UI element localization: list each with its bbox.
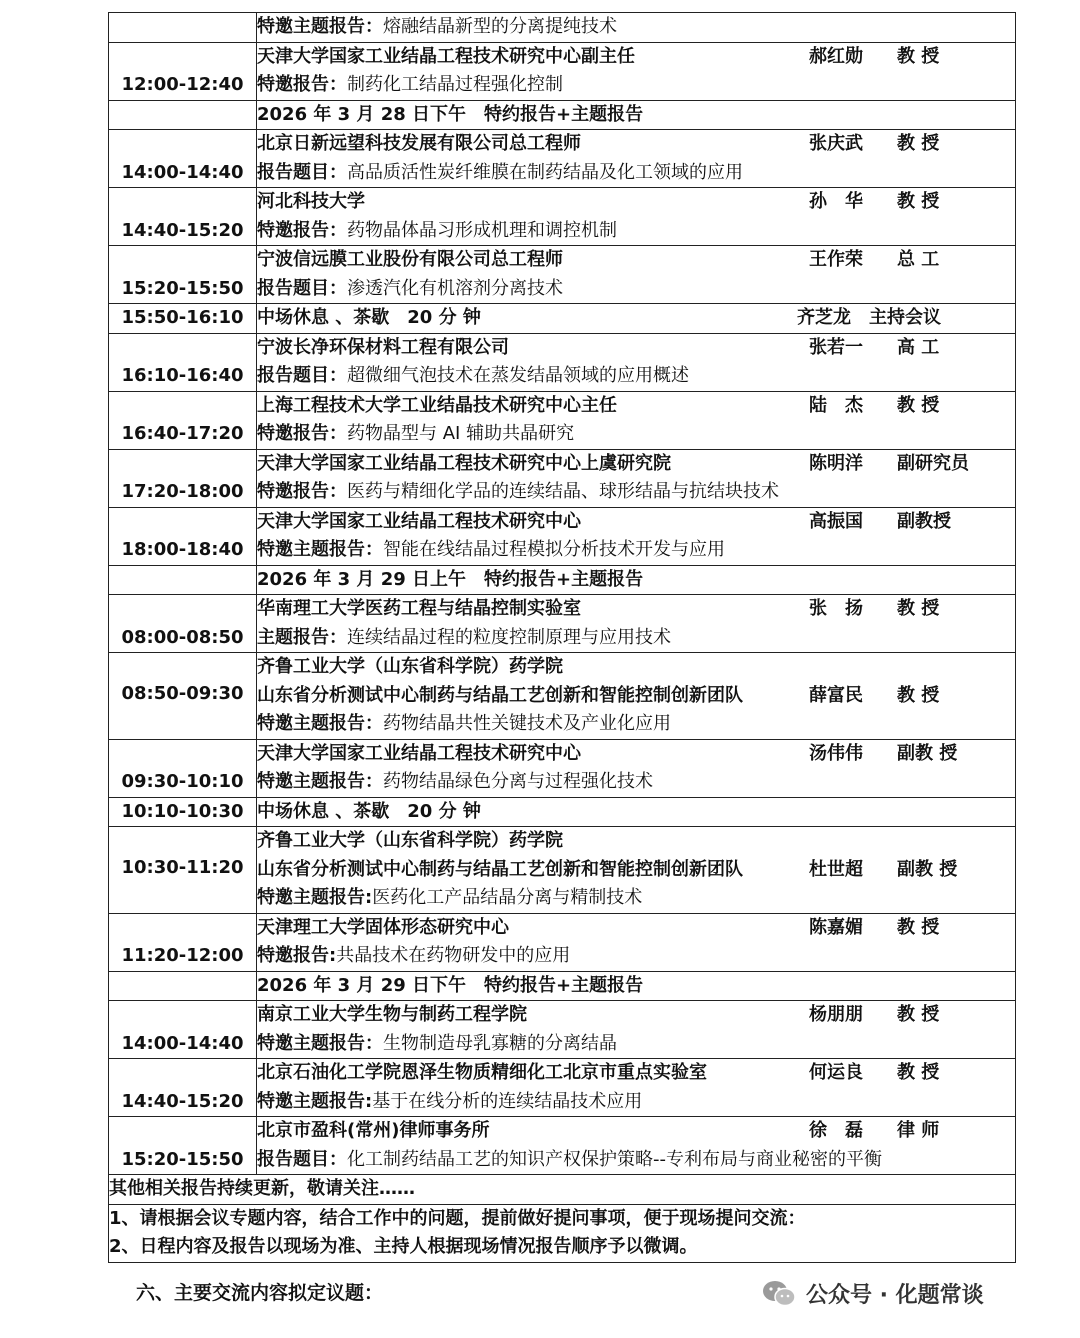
topic-line (257, 478, 1015, 507)
report-topic: 共晶技术在药物研发中的应用 (336, 945, 571, 966)
topic-line (257, 1146, 1015, 1175)
session-row (109, 653, 1016, 740)
speaker-name: 杨朋朋 (809, 1004, 863, 1025)
speaker-title: 高 工 (897, 336, 940, 358)
org-name: 南京工业大学生物与制药工程学院 (257, 1004, 527, 1025)
time-cell: 14:40-15:20 (109, 1059, 257, 1117)
session-cell (257, 827, 1016, 914)
time-cell: 10:10-10:30 (109, 797, 257, 827)
speaker-title: 教 授 (897, 133, 940, 154)
session-row (109, 1059, 1016, 1117)
org-name: 齐鲁工业大学（山东省科学院）药学院 (257, 656, 563, 677)
session-row (109, 333, 1016, 391)
break-text: 中场休息 、茶歇 20 分 钟 (257, 800, 481, 822)
time-cell (109, 100, 257, 130)
watermark (762, 1278, 984, 1309)
org-line (257, 827, 1015, 856)
speaker-title: 副研究员 (897, 452, 969, 474)
org-line (257, 653, 1015, 682)
org-line (257, 914, 1015, 943)
org-line (257, 246, 1015, 275)
org-line (257, 450, 1015, 479)
org-name: 华南理工大学医药工程与结晶控制实验室 (257, 598, 581, 619)
break-cell (257, 304, 1016, 334)
report-kind: 特邀报告： (257, 74, 347, 95)
speaker-title: 副教授 (897, 510, 951, 532)
session-row (109, 595, 1016, 653)
topic-line (257, 942, 1015, 971)
report-kind: 特邀报告： (257, 423, 347, 444)
speaker-name: 郝红勋 (809, 45, 863, 67)
org-name: 北京日新远望科技发展有限公司总工程师 (257, 133, 581, 154)
report-topic: 连续结晶过程的粒度控制原理与应用技术 (347, 626, 671, 648)
time-cell: 18:00-18:40 (109, 507, 257, 565)
report-kind: 特邀主题报告: (257, 887, 373, 908)
time-cell: 10:30-11:20 (109, 827, 257, 914)
session-cell (257, 595, 1016, 653)
org-name-2: 山东省分析测试中心制药与结晶工艺创新和智能控制创新团队 (257, 684, 743, 706)
report-kind: 特邀报告： (257, 219, 347, 241)
time-cell: 15:20-15:50 (109, 246, 257, 304)
report-topic: 基于在线分析的连续结晶技术应用 (372, 1090, 643, 1112)
report-kind: 特邀主题报告： (257, 539, 383, 560)
speaker-title: 教 授 (897, 1004, 940, 1025)
session-cell (257, 653, 1016, 740)
report-topic: 熔融结晶新型的分离提纯技术 (383, 16, 617, 37)
org-line (257, 188, 1015, 217)
org-name: 天津大学国家工业结晶工程技术研究中心上虞研究院 (257, 452, 671, 474)
session-row (109, 827, 1016, 914)
report-topic: 医药化工产品结晶分离与精制技术 (372, 887, 643, 908)
session-cell (257, 507, 1016, 565)
topic-line (257, 275, 1015, 304)
topic-line (257, 884, 1015, 913)
speaker-name: 何运良 (809, 1062, 863, 1083)
org-line (257, 1059, 1015, 1088)
time-cell: 15:20-15:50 (109, 1117, 257, 1175)
report-kind: 报告题目： (257, 161, 347, 183)
org-name: 河北科技大学 (257, 191, 365, 212)
speaker-title: 律 师 (897, 1120, 940, 1141)
report-kind: 特邀主题报告： (257, 1032, 383, 1054)
topic-line (257, 420, 1015, 449)
report-kind: 特邀主题报告： (257, 16, 383, 37)
host-text: 齐芝龙 主持会议 (797, 307, 941, 328)
date-header-row (109, 565, 1016, 595)
time-cell (109, 971, 257, 1001)
time-cell (109, 13, 257, 43)
org-name: 天津大学国家工业结晶工程技术研究中心 (257, 510, 581, 532)
topic-line (257, 1030, 1015, 1059)
topic-line (257, 1088, 1015, 1117)
watermark-text: 公众号 · 化题常谈 (806, 1283, 984, 1308)
topic-line (257, 217, 1015, 246)
time-cell: 09:30-10:10 (109, 739, 257, 797)
report-kind: 特邀报告： (257, 481, 347, 502)
session-row (109, 188, 1016, 246)
speaker-title: 教 授 (897, 684, 940, 706)
time-cell: 16:10-16:40 (109, 333, 257, 391)
note-1: 1、请根据会议专题内容，结合工作中的问题，提前做好提问事项，便于现场提问交流： (109, 1207, 806, 1229)
org-name: 宁波长净环保材料工程有限公司 (257, 336, 509, 358)
session-cell (257, 333, 1016, 391)
topic-line (257, 536, 1015, 565)
report-kind: 报告题目： (257, 365, 347, 386)
speaker-name: 陈明洋 (809, 452, 863, 474)
report-kind: 主题报告： (257, 626, 347, 648)
speaker-title: 副教 授 (897, 858, 958, 880)
time-cell: 15:50-16:10 (109, 304, 257, 334)
speaker-name: 王作荣 (809, 249, 863, 270)
org-line (257, 43, 1015, 72)
speaker-name: 张若一 (809, 336, 863, 358)
update-cell (109, 1175, 1016, 1205)
time-cell: 08:00-08:50 (109, 595, 257, 653)
org-name: 上海工程技术大学工业结晶技术研究中心主任 (257, 394, 617, 416)
speaker-name: 汤伟伟 (809, 742, 863, 764)
report-topic: 生物制造母乳寡糖的分离结晶 (383, 1032, 617, 1054)
session-row (109, 1117, 1016, 1175)
break-row (109, 304, 1016, 334)
speaker-name: 孙 华 (809, 191, 863, 212)
update-text: 其他相关报告持续更新，敬请关注…… (109, 1178, 415, 1199)
date-header-row (109, 971, 1016, 1001)
report-kind: 特邀主题报告: (257, 1090, 373, 1112)
report-topic: 渗透汽化有机溶剂分离技术 (347, 277, 563, 299)
report-topic: 药物结晶绿色分离与过程强化技术 (383, 771, 653, 792)
session-row (109, 913, 1016, 971)
session-row (109, 246, 1016, 304)
org-name: 天津理工大学固体形态研究中心 (257, 916, 509, 938)
date-header-text: 2026 年 3 月 29 日下午 特约报告+主题报告 (257, 974, 644, 996)
report-topic: 超微细气泡技术在蒸发结晶领域的应用概述 (347, 365, 689, 386)
report-kind: 报告题目： (257, 1148, 347, 1170)
break-cell (257, 797, 1016, 827)
date-header-row (109, 100, 1016, 130)
date-header (257, 971, 1016, 1001)
speaker-title: 教 授 (897, 1062, 940, 1083)
session-cell (257, 913, 1016, 971)
topic-line (257, 624, 1015, 653)
note-2: 2、日程内容及报告以现场为准、主持人根据现场情况报告顺序予以微调。 (109, 1236, 698, 1257)
org-name: 天津大学国家工业结晶工程技术研究中心副主任 (257, 45, 635, 67)
session-row (109, 739, 1016, 797)
wechat-icon (762, 1279, 796, 1309)
topic-line (257, 710, 1015, 739)
time-cell: 08:50-09:30 (109, 653, 257, 740)
notes-row (109, 1204, 1016, 1262)
date-header (257, 100, 1016, 130)
report-kind: 特邀报告: (257, 945, 337, 966)
org-name: 天津大学国家工业结晶工程技术研究中心 (257, 742, 581, 764)
date-header-text: 2026 年 3 月 29 日上午 特约报告+主题报告 (257, 568, 644, 590)
speaker-title: 教 授 (897, 394, 940, 416)
speaker-title: 副教 授 (897, 742, 958, 764)
session-cell (257, 130, 1016, 188)
break-line (257, 304, 1015, 333)
date-header-text: 2026 年 3 月 28 日下午 特约报告+主题报告 (257, 103, 644, 125)
session-row (109, 449, 1016, 507)
speaker-title: 教 授 (897, 191, 940, 212)
org-line (257, 1117, 1015, 1146)
time-cell: 14:40-15:20 (109, 188, 257, 246)
session-row (109, 13, 1016, 43)
session-cell (257, 739, 1016, 797)
session-row (109, 391, 1016, 449)
notes-cell (109, 1204, 1016, 1262)
org-line (257, 1001, 1015, 1030)
org-line (257, 595, 1015, 624)
report-topic: 化工制药结晶工艺的知识产权保护策略--专利布局与商业秘密的平衡 (347, 1148, 882, 1170)
org-line (257, 130, 1015, 159)
time-cell: 14:00-14:40 (109, 130, 257, 188)
session-row (109, 1001, 1016, 1059)
session-cell (257, 1059, 1016, 1117)
org-line (257, 392, 1015, 421)
speaker-name: 徐 磊 (809, 1120, 863, 1141)
org-name: 宁波信远膜工业股份有限公司总工程师 (257, 249, 563, 270)
topic-line (257, 768, 1015, 797)
topic-line (257, 13, 1015, 42)
report-topic: 制药化工结晶过程强化控制 (347, 74, 563, 95)
time-cell: 11:20-12:00 (109, 913, 257, 971)
speaker-title: 教 授 (897, 916, 940, 938)
org-line (257, 508, 1015, 537)
org-name-2: 山东省分析测试中心制药与结晶工艺创新和智能控制创新团队 (257, 858, 743, 880)
topic-line (257, 71, 1015, 100)
report-kind: 特邀主题报告： (257, 771, 383, 792)
org-line (257, 334, 1015, 363)
topic-line (257, 362, 1015, 391)
report-kind: 报告题目： (257, 277, 347, 299)
topic-line (257, 159, 1015, 188)
report-kind: 特邀主题报告： (257, 713, 383, 734)
session-cell (257, 13, 1016, 43)
session-row (109, 130, 1016, 188)
speaker-title: 总 工 (897, 249, 940, 270)
break-text: 中场休息 、茶歇 20 分 钟 (257, 307, 481, 328)
session-cell (257, 449, 1016, 507)
report-topic: 药物结晶共性关键技术及产业化应用 (383, 713, 671, 734)
update-row (109, 1175, 1016, 1205)
report-topic: 高品质活性炭纤维膜在制药结晶及化工领域的应用 (347, 161, 743, 183)
session-row (109, 507, 1016, 565)
session-cell (257, 391, 1016, 449)
session-cell (257, 1117, 1016, 1175)
break-row (109, 797, 1016, 827)
date-header (257, 565, 1016, 595)
report-topic: 智能在线结晶过程模拟分析技术开发与应用 (383, 539, 725, 560)
org-name: 齐鲁工业大学（山东省科学院）药学院 (257, 830, 563, 851)
speaker-name: 杜世超 (809, 858, 863, 880)
time-cell: 17:20-18:00 (109, 449, 257, 507)
session-cell (257, 42, 1016, 100)
speaker-name: 陆 杰 (809, 394, 863, 416)
org-name: 北京市盈科(常州)律师事务所 (257, 1120, 490, 1141)
speaker-title: 教 授 (897, 598, 940, 619)
schedule-table (108, 12, 1016, 1263)
org-line (257, 740, 1015, 769)
time-cell (109, 565, 257, 595)
time-cell: 16:40-17:20 (109, 391, 257, 449)
session-cell (257, 1001, 1016, 1059)
session-cell (257, 188, 1016, 246)
time-cell: 14:00-14:40 (109, 1001, 257, 1059)
speaker-name: 张庆武 (809, 133, 863, 154)
speaker-name: 陈嘉媚 (809, 916, 863, 938)
session-row (109, 42, 1016, 100)
report-topic: 药物晶体晶习形成机理和调控机制 (347, 219, 617, 241)
time-cell: 12:00-12:40 (109, 42, 257, 100)
section-heading: 六、主要交流内容拟定议题： (136, 1282, 384, 1304)
org-name: 北京石油化工学院恩泽生物质精细化工北京市重点实验室 (257, 1062, 707, 1083)
report-topic: 医药与精细化学品的连续结晶、球形结晶与抗结块技术 (347, 481, 779, 502)
speaker-name: 高振国 (809, 510, 863, 532)
session-cell (257, 246, 1016, 304)
speaker-name: 张 扬 (809, 598, 863, 619)
org-line-2 (257, 682, 1015, 711)
speaker-name: 薛富民 (809, 684, 863, 706)
speaker-title: 教 授 (897, 45, 940, 67)
report-topic: 药物晶型与 AI 辅助共晶研究 (347, 423, 575, 444)
org-line-2 (257, 856, 1015, 885)
break-line (257, 798, 1015, 827)
